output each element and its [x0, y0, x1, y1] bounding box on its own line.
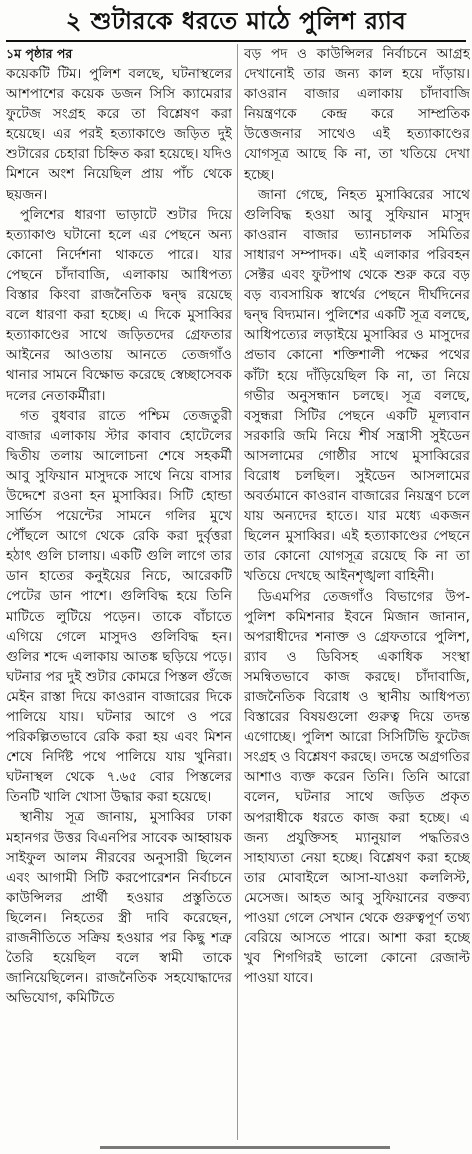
continued-from-label: ১ম পৃষ্ঠার পর: [6, 46, 73, 61]
headline-rule: [6, 40, 466, 42]
footer-rule: [100, 1146, 390, 1149]
paragraph: বড় পদ ও কাউন্সিলর নির্বাচনে আগ্রহ দেখানোই তার জন্য কাল হয়ে দাঁড়ায়। কাওরান বাজার এলাকায় চাঁদাবাজি নিয়ন্ত্রণকে কেন্দ্র করে সাম্প্রতিক উত্তেজনার সাথেও এই হত্যাকাণ্ডের যোগসূত্র আছে কি না, তা খতিয়ে দেখা হচ্ছে।: [244, 46, 470, 183]
column-divider: [237, 44, 238, 1140]
article-column-left: [6, 44, 232, 1140]
paragraph: জানা গেছে, নিহত মুসাব্বিরের সাথে গুলিবিদ্ধ হওয়া আবু সুফিয়ান মাসুদ কাওরান বাজার ভ্যানচালক সমিতির সাধারণ সম্পাদক। এই এলাকার পরিবহন সেক্টর এবং ফুটপাথ থেকে শুরু করে বড় বড় ব্যবসায়িক স্বার্থের পেছনে দীর্ঘদিনের দ্বন্দ্ব বিদ্যমান। পুলিশের একটি সূত্র বলছে, আধিপত্যের লড়াইয়ে মুসাব্বির ও মাসুদের প্রভাব কোনো শক্তিশালী পক্ষের পথের কাঁটা হয়ে দাঁড়িয়েছিল কি না, তা নিয়ে গভীর অনুসন্ধান চলছে। সূত্র বলছে, বসুন্ধরা সিটির পেছনে একটি মূল্যবান সরকারি জমি নিয়ে শীর্ষ সন্ত্রাসী সুইডেন আসলামের গোষ্ঠীর সাথে মুসাব্বিরের বিরোধ চলছিল। সুইডেন আসলামের অবর্তমানে কাওরান বাজারের নিয়ন্ত্রণ চলে যায় অন্যদের হাতে। যার মধ্যে একজন ছিলেন মুসাব্বির। এই হত্যাকাণ্ডের পেছনে তার কোনো যোগসূত্র রয়েছে কি না তা খতিয়ে দেখছে আইনশৃঙ্খলা বাহিনী।: [244, 186, 470, 585]
paragraph: গত বুধবার রাতে পশ্চিম তেজতুরী বাজার এলাকায় স্টার কাবাব হোটেলের দ্বিতীয় তলায় আলোচনা শেষে সহকর্মী আবু সুফিয়ান মাসুদকে সাথে নিয়ে বাসার উদ্দেশে রওনা হন মুসাব্বির। সিটি হোন্ডা সার্ভিস পয়েন্টের সামনে গলির মুখে পৌঁছলে আগে থেকে রেকি করা দুর্বৃত্তরা হঠাৎ গুলি চালায়। একটি গুলি লাগে তার ডান হাতের কনুইয়ের নিচে, আরেকটি পেটের ডান পাশে। গুলিবিদ্ধ হয়ে তিনি মাটিতে লুটিয়ে পড়েন। তাকে বাঁচাতে এগিয়ে গেলে মাসুদও গুলিবিদ্ধ হন। গুলির শব্দে এলাকায় আতঙ্ক ছড়িয়ে পড়ে। ঘটনার পর দুই শুটার কোমরে পিস্তল গুঁজে মেইন রাস্তা দিয়ে কাওরান বাজারের দিকে পালিয়ে যায়। ঘটনার আগে ও পরে পরিকল্পিতভাবে রেকি করা হয় এবং মিশন শেষে নির্দিষ্ট পথে পালিয়ে যায় খুনিরা। ঘটনাস্থল থেকে ৭.৬৫ বোর পিস্তলের তিনটি খালি খোসা উদ্ধার করা হয়েছে।: [6, 407, 232, 806]
paragraph: পুলিশের ধারণা ভাড়াটে শুটার দিয়ে হত্যাকাণ্ড ঘটানো হলে এর পেছনে অন্য কোনো নির্দেশনা থাকতে পারে। যার পেছনে চাঁদাবাজি, এলাকায় আধিপত্য বিস্তার কিংবা রাজনৈতিক দ্বন্দ্ব রয়েছে বলে ধারণা করা হচ্ছে। এ দিকে মুসাব্বির হত্যাকাণ্ডের সাথে জড়িতদের গ্রেফতার আইনের আওতায় আনতে তেজগাঁও থানার সামনে বিক্ষোভ করেছে স্বেচ্ছাসেবক দলের নেতাকর্মীরা।: [6, 206, 232, 404]
paragraph: ডিএমপির তেজগাঁও বিভাগের উপ-পুলিশ কমিশনার ইবনে মিজান জানান, অপরাধীদের শনাক্ত ও গ্রেফতারে পুলিশ, র‍্যাব ও ডিবিসহ একাধিক সংস্থা সমন্বিতভাবে কাজ করছে। চাঁদাবাজি, রাজনৈতিক বিরোধ ও স্থানীয় আধিপত্য বিস্তারের বিষয়গুলো গুরুত্ব দিয়ে তদন্ত এগোচ্ছে। পুলিশ আরো সিসিটিভি ফুটেজ সংগ্রহ ও বিশ্লেষণ করছে। তদন্তে অগ্রগতির আশাও ব্যক্ত করেন তিনি। তিনি আরো বলেন, ঘটনার সাথে জড়িত প্রকৃত অপরাধীকে ধরতে কাজ করা হচ্ছে। এ জন্য প্রযুক্তিসহ ম্যানুয়াল পদ্ধতিরও সাহায্যতা নেয়া হচ্ছে। বিশ্লেষণ করা হচ্ছে তার মোবাইলে আসা-যাওয়া কললিস্ট, মেসেজ। আহত আবু সুফিয়ানের বক্তব্য পাওয়া গেলে সেখান থেকে গুরুত্বপূর্ণ তথ্য বেরিয়ে আসতে পারে। আশা করা হচ্ছে খুব শিগগিরই ভালো কোনো রেজাল্ট পাওয়া যাবে।: [244, 588, 470, 987]
paragraph: স্থানীয় সূত্র জানায়, মুসাব্বির ঢাকা মহানগর উত্তর বিএনপির সাবেক আহ্বায়ক সাইফুল আলম নীরবের অনুসারী ছিলেন এবং আগামী সিটি করপোরেশন নির্বাচনে কাউন্সিলর প্রার্থী হওয়ার প্রস্তুতিতে ছিলেন। নিহতের স্ত্রী দাবি করেছেন, রাজনীতিতে সক্রিয় হওয়ার পর কিছু শত্রু তৈরি হয়েছিল বলে স্বামী তাকে জানিয়েছিলেন। রাজনৈতিক সহযোদ্ধাদের অভিযোগ, কমিটিতে: [6, 809, 232, 1007]
article-column-right: [244, 44, 470, 1140]
headline: ২ শুটারকে ধরতে মাঠে পুলিশ র‍্যাব: [65, 7, 407, 35]
paragraph: কয়েকটি টিম। পুলিশ বলছে, ঘটনাস্থলের আশপাশের কয়েক ডজন সিসি ক্যামেরার ফুটেজ সংগ্রহ করে তা বিশ্লেষণ করা হয়েছে। এর পরই হত্যাকাণ্ডে জড়িত দুই শুটারের চেহারা চিহ্নিত করা হয়েছে। যদিও মিশনে অংশ নিয়েছিল প্রায় পাঁচ থেকে ছয়জন।: [6, 66, 232, 203]
